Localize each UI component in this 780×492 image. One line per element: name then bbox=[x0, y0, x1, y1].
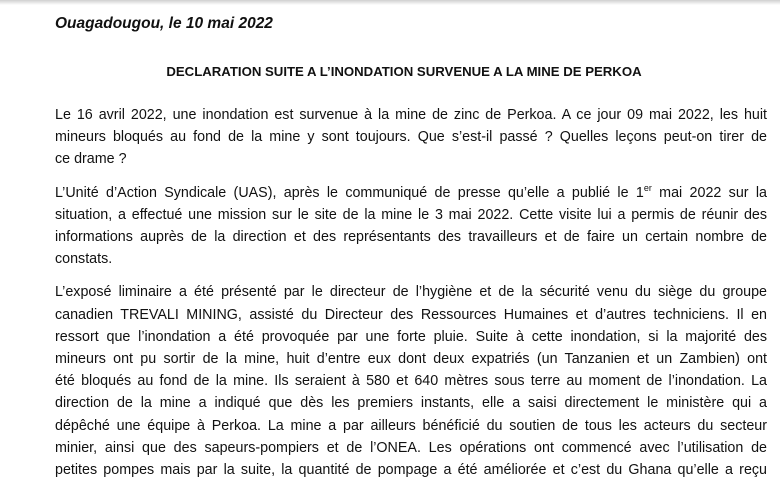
paragraph-3 bbox=[55, 281, 767, 481]
paragraph-line: informations auprès de la direction et des représentants des travailleurs et de faire un certain nombre de bbox=[55, 229, 767, 246]
paragraph-line: canadien TREVALI MINING, assisté du Directeur des Ressources Humaines et d’autres techniciens. Il en bbox=[55, 306, 767, 323]
place-and-date: Ouagadougou, le 10 mai 2022 bbox=[55, 15, 273, 32]
line-text: L’Unité d’Action Syndicale (UAS), après le communiqué de presse qu’elle a publié le 1 bbox=[55, 184, 644, 201]
paragraph-line: mineurs ont pu sortir de la mine, huit d’entre eux dont deux expatriés (un Tanzanien et un Zambien) ont bbox=[55, 351, 767, 368]
paragraph-2 bbox=[55, 182, 767, 271]
paragraph-line: mineurs bloqués au fond de la mine y sont toujours. Que s’est-il passé ? Quelles leçons peut-on tirer de bbox=[55, 129, 767, 146]
paragraph-line: situation, a effectué une mission sur le site de la mine le 3 mai 2022. Cette visite lui a permis de réunir des bbox=[55, 206, 767, 223]
paragraph-line: petites pompes mais par la suite, la quantité de pompage a été améliorée et c’est du Ghana qu’elle a reçu bbox=[55, 462, 767, 479]
line-text: mai 2022 sur la bbox=[651, 184, 767, 201]
document-title: DECLARATION SUITE A L’INONDATION SURVENUE A LA MINE DE PERKOA bbox=[166, 64, 642, 79]
paragraph-line: ce drame ? bbox=[55, 151, 127, 168]
paragraph-line: ressort que l’inondation a été provoquée par une forte pluie. Suite à cette inondation, si la majorité des bbox=[55, 328, 767, 345]
paragraph-line: direction de la mine a indiqué que dès les premiers instants, elle a saisi directement le ministère qui a bbox=[55, 395, 767, 412]
paragraph-line: Le 16 avril 2022, une inondation est survenue à la mine de zinc de Perkoa. A ce jour 09 mai 2022, les huit bbox=[55, 107, 767, 123]
paragraph-line: minier, ainsi que des sapeurs-pompiers et de l’ONEA. Les opérations ont commencé avec l’utilisation de bbox=[55, 439, 767, 456]
paragraph-line: été bloqués au fond de la mine. Ils seraient à 580 et 640 mètres sous terre au moment de l’inondation. La bbox=[55, 373, 767, 390]
ordinal-superscript: er bbox=[643, 182, 652, 193]
paragraph-line bbox=[55, 182, 767, 204]
paragraph-line: dépêché une équipe à Perkoa. La mine a par ailleurs bénéficié du soutien de tous les acteurs du secteur bbox=[55, 417, 767, 434]
paragraph-1 bbox=[55, 104, 767, 171]
paragraph-line: constats. bbox=[55, 251, 113, 268]
paragraph-line: L’exposé liminaire a été présenté par le directeur de l’hygiène et de la sécurité venu du siège du groupe bbox=[55, 284, 767, 301]
document-body bbox=[55, 104, 767, 492]
scan-edge-shadow bbox=[0, 0, 780, 5]
